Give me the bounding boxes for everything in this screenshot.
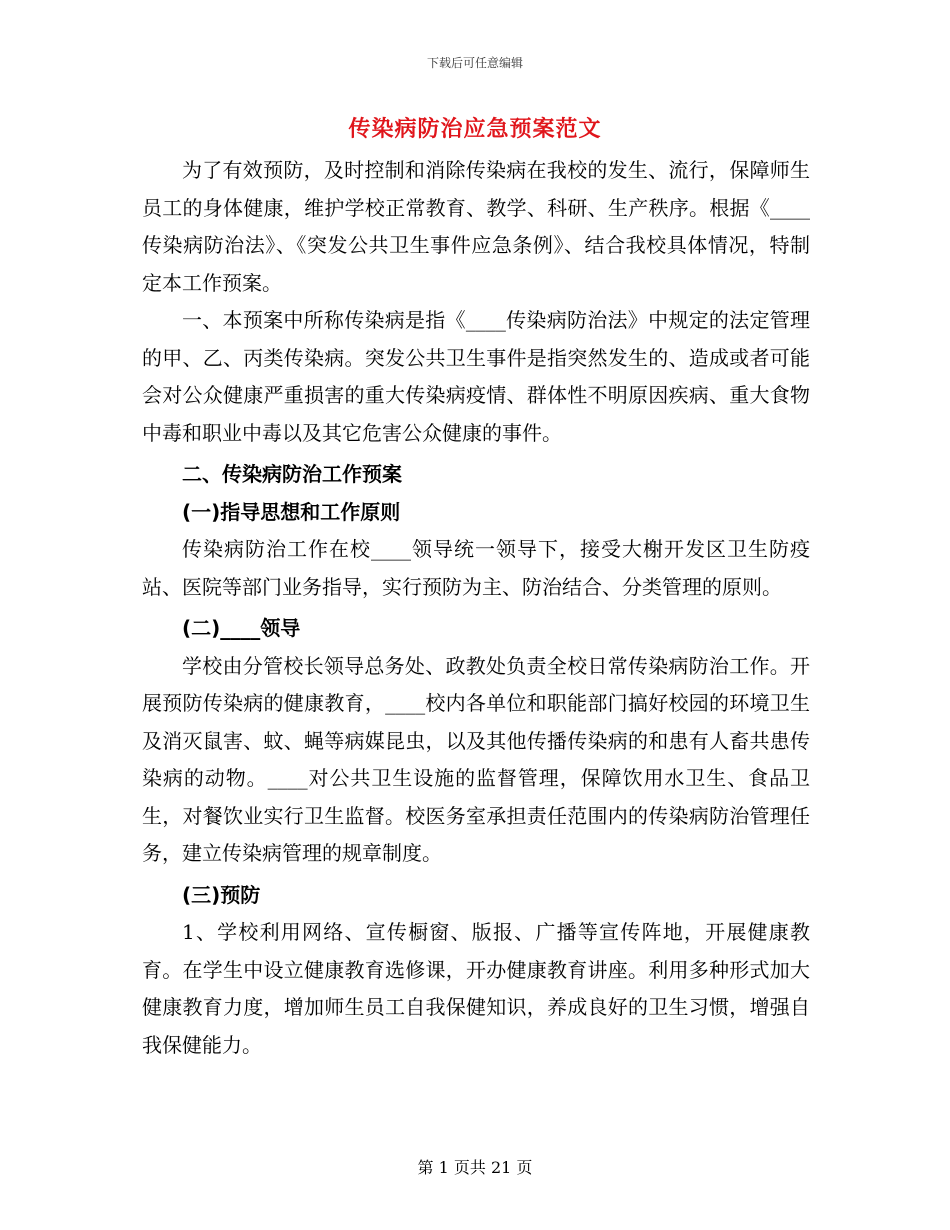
page-footer: 第 1 页共 21 页 xyxy=(417,1158,533,1177)
subsection-2-paragraph: 学校由分管校长领导总务处、政教处负责全校日常传染病防治工作。开展预防传染病的健康教育，____校内各单位和职能部门搞好校园的环境卫生及消灭鼠害、蚊、蝇等病媒昆虫，以及其他传播传染病的和患有人畜共患传染病的动物。____对公共卫生设施的监督管理，保障饮用水卫生、食品卫生，对餐饮业实行卫生监督。校医务室承担责任范围内的传染病防治管理任务，建立传染病管理的规章制度。 xyxy=(142,653,810,865)
subsection-1-paragraph: 传染病防治工作在校____领导统一领导下，接受大榭开发区卫生防疫站、医院等部门业务指导，实行预防为主、防治结合、分类管理的原则。 xyxy=(142,537,810,599)
subsection-3-heading: (三)预防 xyxy=(182,882,261,907)
section-1-paragraph: 一、本预案中所称传染病是指《____传染病防治法》中规定的法定管理的甲、乙、丙类传染病。突发公共卫生事件是指突然发生的、造成或者可能会对公众健康严重损害的重大传染病疫情、群体性不明原因疾病、重大食物中毒和职业中毒以及其它危害公众健康的事件。 xyxy=(142,308,810,445)
section-2-heading: 二、传染病防治工作预案 xyxy=(182,462,402,486)
subsection-3-paragraph: 1、学校利用网络、宣传橱窗、版报、广播等宣传阵地，开展健康教育。在学生中设立健康教育选修课，开办健康教育讲座。利用多种形式加大健康教育力度，增加师生员工自我保健知识，养成良好的卫生习惯，增强自我保健能力。 xyxy=(142,920,810,1057)
document-title: 传染病防治应急预案范文 xyxy=(348,116,602,142)
header-note: 下载后可任意编辑 xyxy=(426,56,523,70)
subsection-1-heading: (一)指导思想和工作原则 xyxy=(182,499,401,524)
document-body xyxy=(142,152,810,1064)
intro-paragraph: 为了有效预防，及时控制和消除传染病在我校的发生、流行，保障师生员工的身体健康，维护学校正常教育、教学、科研、生产秩序。根据《____传染病防治法》、《突发公共卫生事件应急条例》、结合我校具体情况，特制定本工作预案。 xyxy=(142,158,810,295)
subsection-2-heading: (二)____领导 xyxy=(182,616,301,640)
